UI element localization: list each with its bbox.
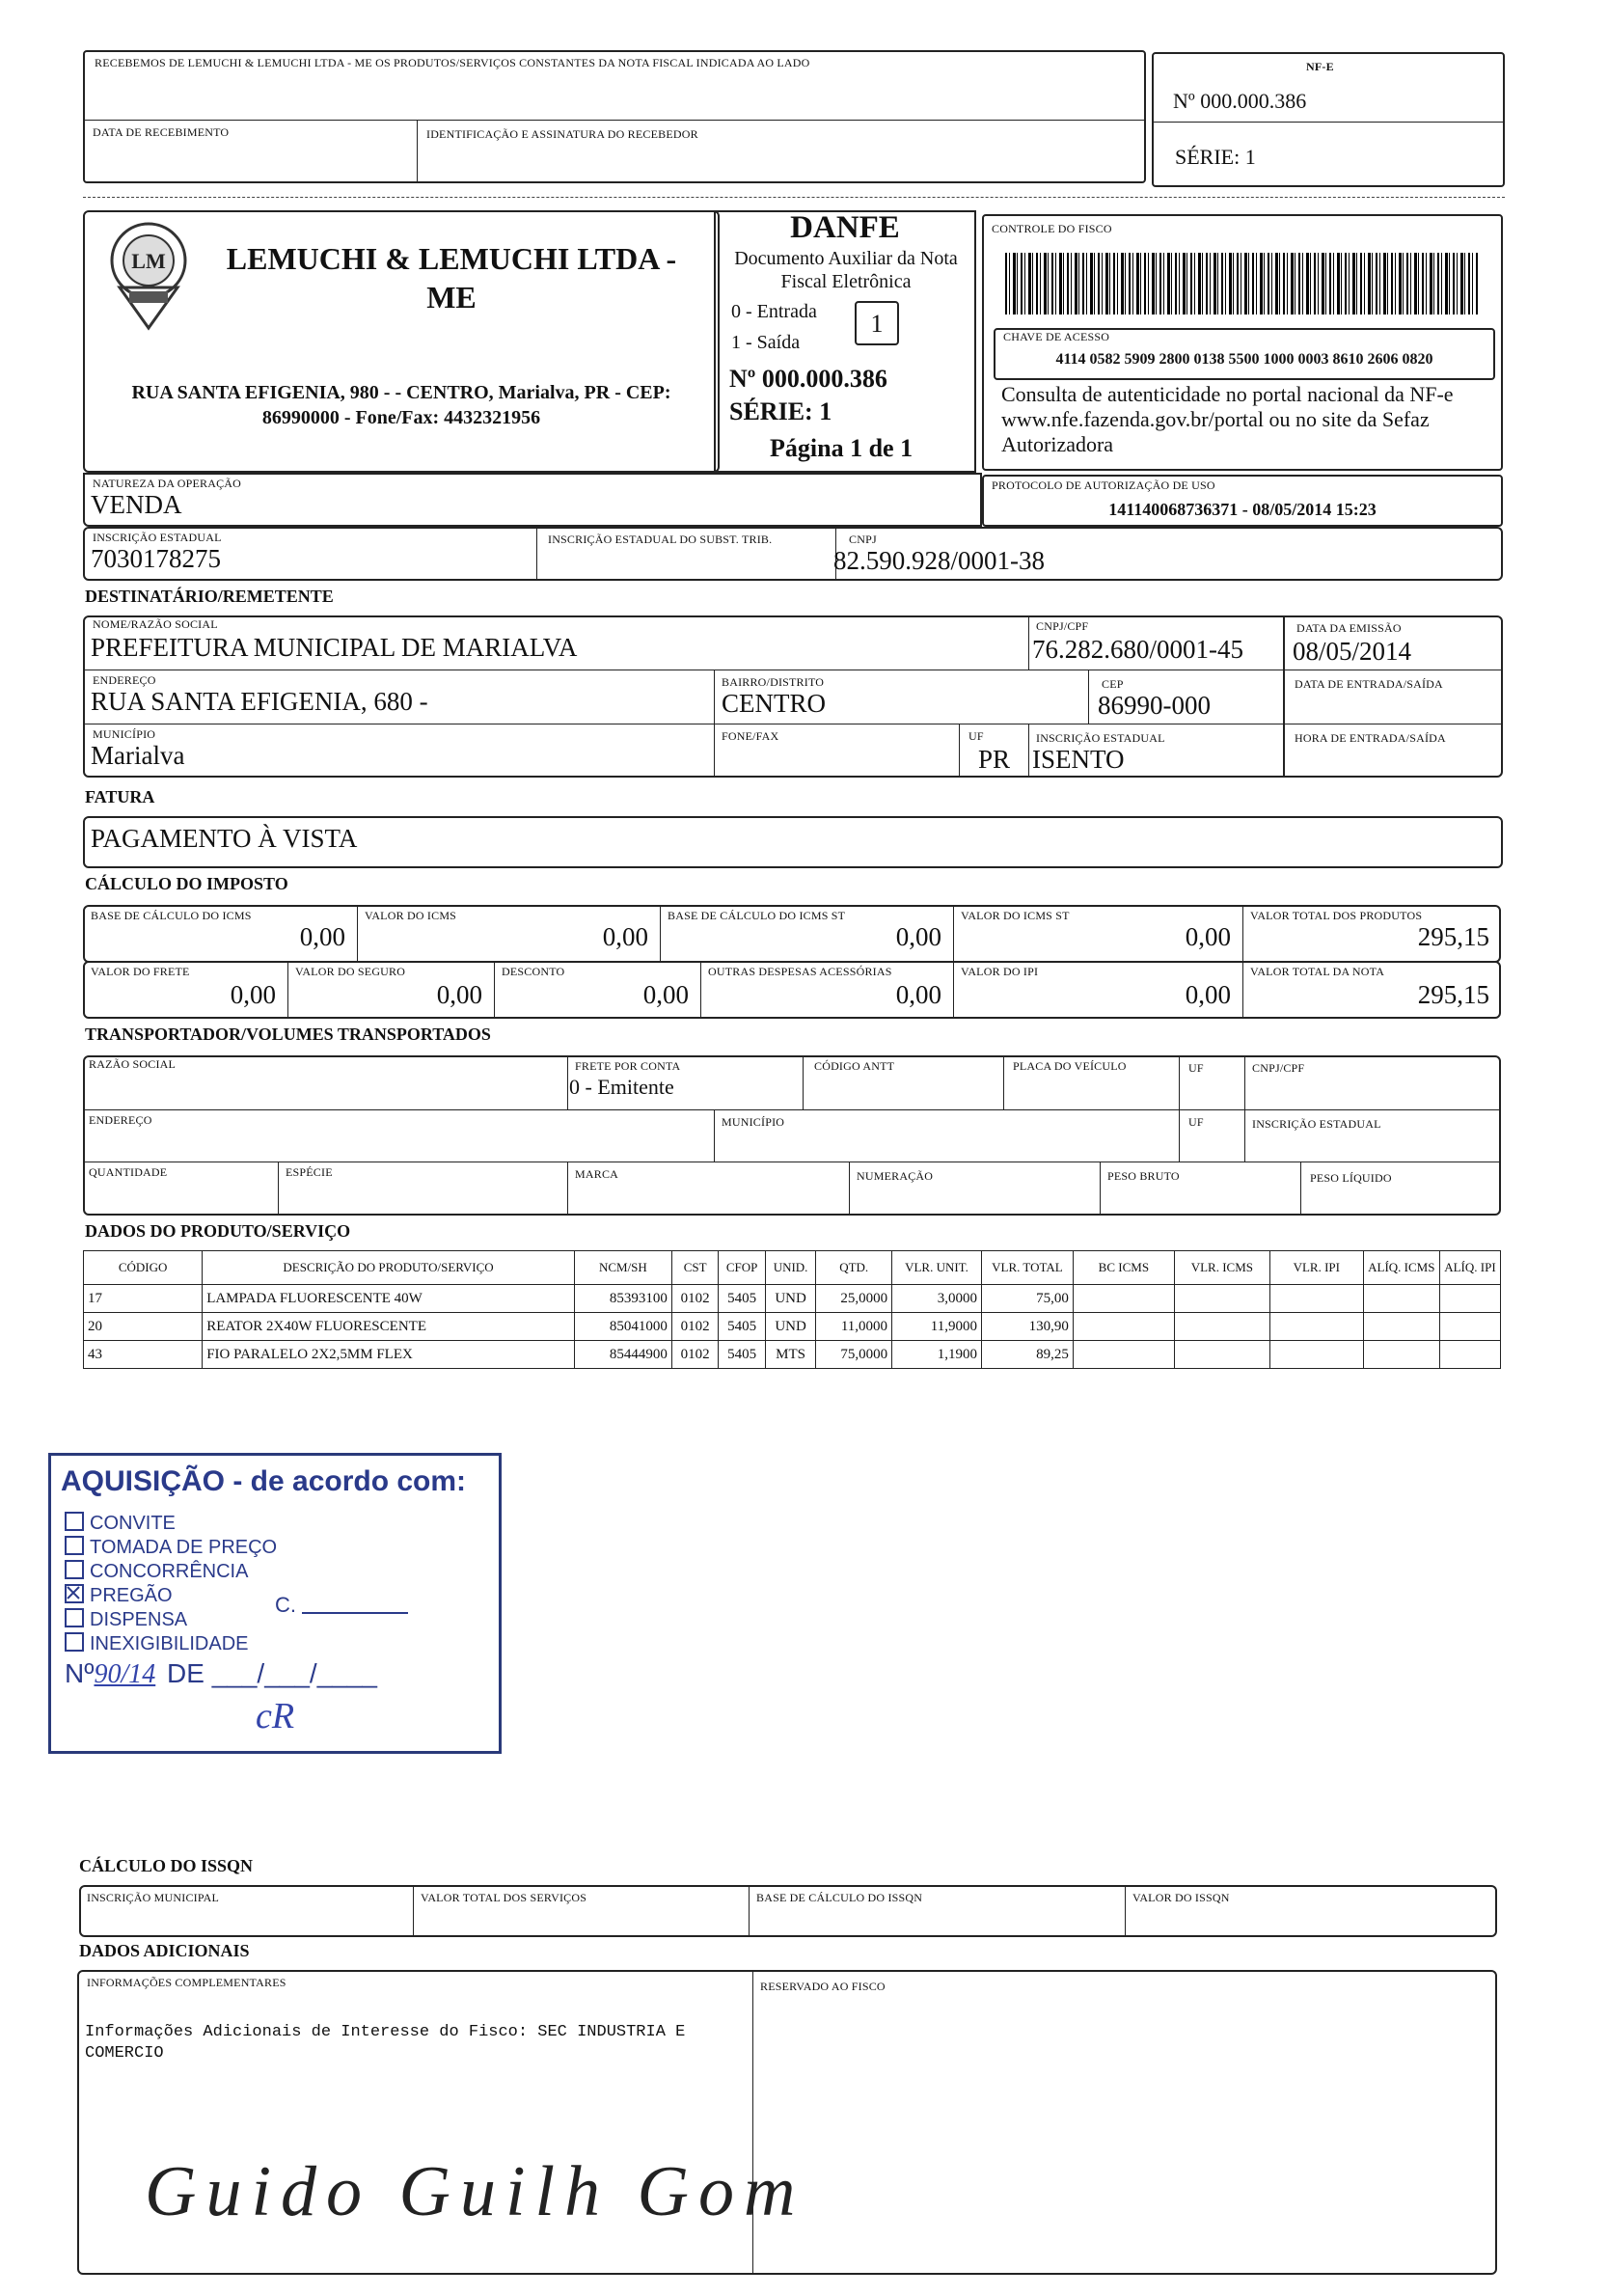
additional-section-title: DADOS ADICIONAIS xyxy=(79,1941,250,1960)
table-cell: 3,0000 xyxy=(892,1285,982,1313)
stamp-option xyxy=(65,1536,277,1560)
table-cell: 1,1900 xyxy=(892,1341,982,1369)
tr-d3 xyxy=(1003,1055,1004,1109)
tax2-label-0: VALOR DO FRETE xyxy=(91,965,190,978)
products-header-10: VLR. ICMS xyxy=(1174,1251,1269,1285)
access-key-barcode xyxy=(1005,253,1478,314)
stamp-option-label: TOMADA DE PREÇO xyxy=(90,1537,278,1558)
table-cell xyxy=(1269,1341,1363,1369)
table-cell: 43 xyxy=(84,1341,203,1369)
products-header-7: VLR. UNIT. xyxy=(892,1251,982,1285)
table-cell xyxy=(1439,1285,1500,1313)
stamp-option xyxy=(65,1632,277,1656)
table-cell xyxy=(1363,1313,1439,1341)
tax-value-0: 0,00 xyxy=(299,922,345,951)
table-cell xyxy=(1073,1313,1174,1341)
recipient-name: PREFEITURA MUNICIPAL DE MARIALVA xyxy=(91,633,578,662)
access-key-value: 4114 0582 5909 2800 0138 5500 1000 0003 8610 2606 0820 xyxy=(1055,351,1433,368)
tr-d6 xyxy=(714,1109,715,1162)
freight-label: FRETE POR CONTA xyxy=(575,1059,681,1073)
transport-box xyxy=(83,1055,1501,1216)
products-header-1: DESCRIÇÃO DO PRODUTO/SERVIÇO xyxy=(203,1251,575,1285)
recipient-address: RUA SANTA EFIGENIA, 680 - xyxy=(91,687,428,716)
tax2-label-1: VALOR DO SEGURO xyxy=(295,965,406,978)
cnpj-label: CNPJ xyxy=(849,533,877,546)
tax-label-2: BASE DE CÁLCULO DO ICMS ST xyxy=(668,909,846,922)
recip-div-ie xyxy=(1028,724,1029,778)
recip-div-district xyxy=(714,670,715,724)
fisco-control-label: CONTROLE DO FISCO xyxy=(992,222,1112,235)
recipient-cnpj-label: CNPJ/CPF xyxy=(1036,619,1089,633)
table-cell: 0102 xyxy=(671,1341,718,1369)
stamp-no-value: 90/14 xyxy=(94,1659,156,1689)
entry-date-label: DATA DE ENTRADA/SAÍDA xyxy=(1295,677,1443,691)
tax2-value-5: 295,15 xyxy=(1417,980,1489,1009)
checkbox-icon xyxy=(65,1632,84,1652)
carrier-name-label: RAZÃO SOCIAL xyxy=(89,1057,177,1071)
products-section-title: DADOS DO PRODUTO/SERVIÇO xyxy=(85,1221,351,1241)
antt-label: CÓDIGO ANTT xyxy=(814,1059,895,1073)
table-cell xyxy=(1363,1341,1439,1369)
reserved-fisco-label: RESERVADO AO FISCO xyxy=(760,1980,886,1993)
table-cell: FIO PARALELO 2X2,5MM FLEX xyxy=(203,1341,575,1369)
table-cell xyxy=(1073,1341,1174,1369)
table-cell xyxy=(1269,1313,1363,1341)
fisco-consult-text: Consulta de autenticidade no portal nacional da NF-e www.nfe.fazenda.gov.br/portal ou no site da Sefaz Autorizadora xyxy=(1001,382,1454,456)
stamp-c-label: C. xyxy=(275,1593,296,1617)
products-header-13: ALÍQ. IPI xyxy=(1439,1251,1500,1285)
checkbox-icon xyxy=(65,1584,84,1603)
recipient-city: Marialva xyxy=(91,741,185,770)
ie-value: 7030178275 xyxy=(91,544,221,573)
table-cell xyxy=(1174,1313,1269,1341)
tax-label-0: BASE DE CÁLCULO DO ICMS xyxy=(91,909,252,922)
receipt-divider xyxy=(83,120,1146,121)
transport-cnpj-label: CNPJ/CPF xyxy=(1252,1061,1305,1075)
recipient-name-label: NOME/RAZÃO SOCIAL xyxy=(93,617,218,631)
recipient-ie-label: INSCRIÇÃO ESTADUAL xyxy=(1036,731,1165,745)
products-header-8: VLR. TOTAL xyxy=(981,1251,1073,1285)
tr-d4 xyxy=(1179,1055,1180,1162)
table-cell: REATOR 2X40W FLUORESCENTE xyxy=(203,1313,575,1341)
checkbox-icon xyxy=(65,1560,84,1579)
ie-div1 xyxy=(536,527,537,581)
transport-city-label: MUNICÍPIO xyxy=(722,1115,785,1129)
net-weight-label: PESO LÍQUIDO xyxy=(1310,1171,1392,1185)
issqn-divider xyxy=(1125,1885,1126,1937)
stamp-title: AQUISIÇÃO - de acordo com: xyxy=(61,1465,467,1497)
handwritten-signature: Guido Guilh Gom xyxy=(145,2152,805,2231)
invoice-section-title: FATURA xyxy=(85,787,155,806)
volume-qty-label: QUANTIDADE xyxy=(89,1165,168,1179)
table-cell: 89,25 xyxy=(981,1341,1073,1369)
issqn-label-3: VALOR DO ISSQN xyxy=(1132,1891,1230,1904)
recipient-cep-label: CEP xyxy=(1102,677,1124,691)
stamp-number-row xyxy=(65,1658,377,1690)
additional-info-label: INFORMAÇÕES COMPLEMENTARES xyxy=(87,1976,286,1989)
tax-section-title: CÁLCULO DO IMPOSTO xyxy=(85,874,288,893)
tr-d10 xyxy=(1100,1162,1101,1216)
recip-div-cnpj xyxy=(1028,615,1029,670)
table-cell xyxy=(1439,1313,1500,1341)
volume-brand-label: MARCA xyxy=(575,1167,619,1181)
stamp-c-line xyxy=(302,1612,408,1614)
stamp-option-label: DISPENSA xyxy=(90,1609,188,1630)
tax-label-1: VALOR DO ICMS xyxy=(365,909,457,922)
table-cell: 130,90 xyxy=(981,1313,1073,1341)
tax-value-4: 295,15 xyxy=(1417,922,1489,951)
svg-text:LM: LM xyxy=(131,249,166,273)
recipient-address-label: ENDEREÇO xyxy=(93,673,156,687)
table-cell: MTS xyxy=(765,1341,816,1369)
receipt-id-label: IDENTIFICAÇÃO E ASSINATURA DO RECEBEDOR xyxy=(426,127,698,141)
issqn-label-0: INSCRIÇÃO MUNICIPAL xyxy=(87,1891,220,1904)
entry-hour-label: HORA DE ENTRADA/SAÍDA xyxy=(1295,731,1446,745)
stamp-no-label: Nº xyxy=(65,1658,95,1688)
table-cell xyxy=(1073,1285,1174,1313)
products-header-9: BC ICMS xyxy=(1073,1251,1174,1285)
company-logo xyxy=(108,220,189,334)
tax-label-4: VALOR TOTAL DOS PRODUTOS xyxy=(1250,909,1423,922)
tax-value-3: 0,00 xyxy=(1185,922,1231,951)
table-cell: 85393100 xyxy=(574,1285,671,1313)
table-cell: UND xyxy=(765,1313,816,1341)
table-cell: 75,00 xyxy=(981,1285,1073,1313)
tr-d1 xyxy=(567,1055,568,1109)
recip-div-date xyxy=(1283,615,1285,778)
tax2-label-4: VALOR DO IPI xyxy=(961,965,1039,978)
table-cell xyxy=(1439,1341,1500,1369)
products-header-11: VLR. IPI xyxy=(1269,1251,1363,1285)
transport-ie-label: INSCRIÇÃO ESTADUAL xyxy=(1252,1117,1381,1131)
receipt-number: Nº 000.000.386 xyxy=(1173,89,1307,113)
recip-div-phone xyxy=(714,724,715,778)
stamp-option-label: CONCORRÊNCIA xyxy=(90,1561,249,1582)
stamp-option xyxy=(65,1560,277,1584)
table-row xyxy=(84,1341,1501,1369)
table-cell: 20 xyxy=(84,1313,203,1341)
checkbox-icon xyxy=(65,1512,84,1531)
recip-div-cep xyxy=(1088,670,1089,724)
table-cell: 11,9000 xyxy=(892,1313,982,1341)
danfe-page: Página 1 de 1 xyxy=(770,434,914,462)
tr-d11 xyxy=(1300,1162,1301,1216)
issqn-divider xyxy=(413,1885,414,1937)
receipt-date-label: DATA DE RECEBIMENTO xyxy=(93,125,230,139)
receipt-col-divider xyxy=(417,120,418,183)
tax2-value-3: 0,00 xyxy=(895,980,941,1009)
table-row xyxy=(84,1285,1501,1313)
stamp-option xyxy=(65,1512,277,1536)
recipient-phone-label: FONE/FAX xyxy=(722,729,779,743)
stamp-option-label: PREGÃO xyxy=(90,1585,173,1606)
stamp-date-lines: ___/___/____ xyxy=(204,1658,377,1688)
products-header-4: CFOP xyxy=(719,1251,765,1285)
danfe-type-box: 1 xyxy=(855,301,899,345)
tr-d9 xyxy=(849,1162,850,1216)
table-row xyxy=(84,1313,1501,1341)
table-cell: 0102 xyxy=(671,1285,718,1313)
issuer-address: RUA SANTA EFIGENIA, 980 - - CENTRO, Marialva, PR - CEP: 86990000 - Fone/Fax: 4432321956 xyxy=(131,382,671,428)
products-header-5: UNID. xyxy=(765,1251,816,1285)
danfe-entrada: 0 - Entrada xyxy=(731,301,817,322)
tax2-value-4: 0,00 xyxy=(1185,980,1231,1009)
table-cell: UND xyxy=(765,1285,816,1313)
volume-numbering-label: NUMERAÇÃO xyxy=(857,1169,934,1183)
tr-d5 xyxy=(1244,1055,1245,1162)
danfe-number: Nº 000.000.386 xyxy=(729,365,887,393)
danfe-saida: 1 - Saída xyxy=(731,332,801,353)
transport-uf-label: UF xyxy=(1188,1061,1204,1075)
tax-value-2: 0,00 xyxy=(895,922,941,951)
receipt-nfe-divider xyxy=(1152,122,1505,123)
nature-value: VENDA xyxy=(91,490,182,519)
access-key-label: CHAVE DE ACESSO xyxy=(1003,330,1110,343)
stamp-de-label: DE xyxy=(167,1658,205,1688)
protocol-value: 141140068736371 - 08/05/2014 15:23 xyxy=(1108,500,1377,519)
checkbox-icon xyxy=(65,1608,84,1627)
danfe-subtitle: Documento Auxiliar da Nota Fiscal Eletrônica xyxy=(734,248,958,292)
table-cell xyxy=(1174,1341,1269,1369)
recipient-uf-label: UF xyxy=(968,729,984,743)
table-cell: 17 xyxy=(84,1285,203,1313)
tax2-value-0: 0,00 xyxy=(230,980,276,1009)
invoice-text: PAGAMENTO À VISTA xyxy=(91,824,358,853)
table-cell xyxy=(1174,1285,1269,1313)
cut-line xyxy=(83,197,1505,198)
receipt-text: RECEBEMOS DE LEMUCHI & LEMUCHI LTDA - ME OS PRODUTOS/SERVIÇOS CONSTANTES DA NOTA FISCAL INDICADA AO LADO xyxy=(95,56,810,69)
tr-d2 xyxy=(803,1055,804,1109)
table-cell xyxy=(1363,1285,1439,1313)
emission-date-label: DATA DA EMISSÃO xyxy=(1296,621,1402,635)
tax-value-1: 0,00 xyxy=(602,922,648,951)
ie-st-label: INSCRIÇÃO ESTADUAL DO SUBST. TRIB. xyxy=(548,533,773,546)
issuer-name: LEMUCHI & LEMUCHI LTDA - ME xyxy=(226,241,677,314)
ie-row xyxy=(83,527,1503,581)
issqn-section-title: CÁLCULO DO ISSQN xyxy=(79,1856,254,1875)
products-header-6: QTD. xyxy=(816,1251,892,1285)
products-table xyxy=(83,1250,1501,1369)
gross-weight-label: PESO BRUTO xyxy=(1107,1169,1180,1183)
table-cell: 85444900 xyxy=(574,1341,671,1369)
recipient-district: CENTRO xyxy=(722,689,826,718)
receipt-nfe-label: NF-E xyxy=(1306,60,1334,73)
recipient-cnpj: 76.282.680/0001-45 xyxy=(1032,635,1243,664)
tr-d8 xyxy=(567,1162,568,1216)
products-header-3: CST xyxy=(671,1251,718,1285)
table-cell: 5405 xyxy=(719,1313,765,1341)
nature-label: NATUREZA DA OPERAÇÃO xyxy=(93,477,242,490)
transport-address-label: ENDEREÇO xyxy=(89,1113,152,1127)
emission-date: 08/05/2014 xyxy=(1293,637,1412,666)
table-cell: 25,0000 xyxy=(816,1285,892,1313)
products-header-12: ALÍQ. ICMS xyxy=(1363,1251,1439,1285)
stamp-option-label: INEXIGIBILIDADE xyxy=(90,1633,249,1654)
tr-d7 xyxy=(278,1162,279,1216)
volume-species-label: ESPÉCIE xyxy=(286,1165,333,1179)
stamp-initials: cR xyxy=(256,1696,295,1736)
ie-label: INSCRIÇÃO ESTADUAL xyxy=(93,531,222,544)
stamp-option xyxy=(65,1608,277,1632)
products-header-2: NCM/SH xyxy=(574,1251,671,1285)
recipient-ie: ISENTO xyxy=(1032,745,1125,774)
table-cell: 0102 xyxy=(671,1313,718,1341)
acquisition-stamp xyxy=(48,1453,502,1754)
table-cell: 75,0000 xyxy=(816,1341,892,1369)
danfe-title: DANFE xyxy=(790,210,900,245)
recipient-cep: 86990-000 xyxy=(1098,691,1211,720)
recip-div-uf xyxy=(959,724,960,778)
stamp-option-label: CONVITE xyxy=(90,1513,176,1534)
table-cell: 5405 xyxy=(719,1341,765,1369)
recipient-section-title: DESTINATÁRIO/REMETENTE xyxy=(85,587,334,606)
products-header-0: CÓDIGO xyxy=(84,1251,203,1285)
recipient-city-label: MUNICÍPIO xyxy=(93,727,156,741)
recipient-uf: PR xyxy=(978,745,1011,774)
table-cell: 85041000 xyxy=(574,1313,671,1341)
danfe-serie: SÉRIE: 1 xyxy=(729,397,832,425)
transport-uf2-label: UF xyxy=(1188,1115,1204,1129)
checkbox-icon xyxy=(65,1536,84,1555)
recipient-district-label: BAIRRO/DISTRITO xyxy=(722,675,825,689)
protocol-label: PROTOCOLO DE AUTORIZAÇÃO DE USO xyxy=(992,478,1215,492)
stamp-option xyxy=(65,1584,277,1608)
table-cell: 11,0000 xyxy=(816,1313,892,1341)
transport-section-title: TRANSPORTADOR/VOLUMES TRANSPORTADOS xyxy=(85,1025,491,1044)
tax2-value-1: 0,00 xyxy=(436,980,482,1009)
issqn-label-2: BASE DE CÁLCULO DO ISSQN xyxy=(756,1891,923,1904)
issqn-label-1: VALOR TOTAL DOS SERVIÇOS xyxy=(421,1891,587,1904)
freight-value: 0 - Emitente xyxy=(569,1075,674,1099)
table-cell: 5405 xyxy=(719,1285,765,1313)
additional-info-text: Informações Adicionais de Interesse do Fisco: SEC INDUSTRIA E COMERCIO xyxy=(85,2023,686,2063)
tax-label-3: VALOR DO ICMS ST xyxy=(961,909,1070,922)
table-cell: LAMPADA FLUORESCENTE 40W xyxy=(203,1285,575,1313)
plate-label: PLACA DO VEÍCULO xyxy=(1013,1059,1127,1073)
tax2-label-3: OUTRAS DESPESAS ACESSÓRIAS xyxy=(708,965,892,978)
cnpj-value: 82.590.928/0001-38 xyxy=(833,546,1045,575)
issqn-divider xyxy=(749,1885,750,1937)
transport-hr1 xyxy=(83,1109,1501,1110)
tax2-label-2: DESCONTO xyxy=(502,965,565,978)
table-cell xyxy=(1269,1285,1363,1313)
tax2-label-5: VALOR TOTAL DA NOTA xyxy=(1250,965,1385,978)
tax2-value-2: 0,00 xyxy=(642,980,689,1009)
receipt-serie: SÉRIE: 1 xyxy=(1175,145,1256,169)
